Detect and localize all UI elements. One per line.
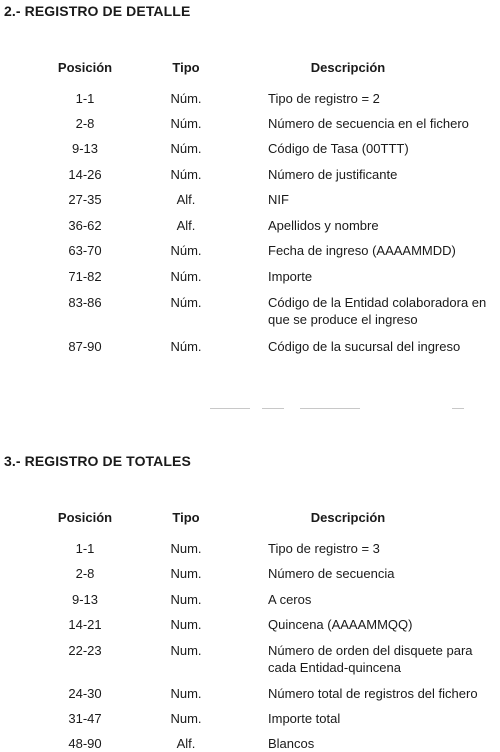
cell-descripcion: Número total de registros del fichero bbox=[268, 686, 478, 701]
cell-tipo: Núm. bbox=[170, 141, 202, 156]
cell-posicion: 87-90 bbox=[68, 339, 102, 354]
cell-tipo: Núm. bbox=[170, 269, 202, 284]
cell-tipo: Núm. bbox=[170, 339, 202, 354]
section-title-detalle: 2.- REGISTRO DE DETALLE bbox=[4, 3, 191, 19]
cell-posicion: 14-21 bbox=[68, 617, 102, 632]
scan-artifact bbox=[300, 408, 360, 409]
cell-tipo: Núm. bbox=[170, 243, 202, 258]
cell-tipo: Alf. bbox=[176, 736, 196, 751]
cell-tipo: Num. bbox=[170, 617, 202, 632]
cell-descripcion: Código de la sucursal del ingreso bbox=[268, 339, 461, 354]
cell-posicion: 63-70 bbox=[68, 243, 102, 258]
cell-descripcion: Fecha de ingreso (AAAAMMDD) bbox=[268, 243, 456, 258]
cell-descripcion: Número de orden del disquete para cada Entidad-quincena bbox=[268, 643, 473, 675]
cell-tipo: Núm. bbox=[170, 167, 202, 182]
cell-tipo: Alf. bbox=[176, 192, 196, 207]
cell-descripcion: Tipo de registro = 3 bbox=[268, 541, 380, 556]
cell-posicion: 31-47 bbox=[68, 711, 102, 726]
cell-posicion: 83-86 bbox=[68, 295, 102, 310]
header-posicion: Posición bbox=[57, 60, 113, 75]
cell-posicion: 36-62 bbox=[68, 218, 102, 233]
cell-descripcion: Blancos bbox=[268, 736, 315, 751]
cell-descripcion: Tipo de registro = 2 bbox=[268, 91, 380, 106]
cell-descripcion: Apellidos y nombre bbox=[268, 218, 379, 233]
header-tipo: Tipo bbox=[172, 60, 200, 75]
cell-posicion: 1-1 bbox=[75, 91, 95, 106]
cell-descripcion: Número de secuencia bbox=[268, 566, 395, 581]
cell-tipo: Núm. bbox=[170, 91, 202, 106]
cell-tipo: Num. bbox=[170, 541, 202, 556]
header-descripcion: Descripción bbox=[310, 510, 386, 525]
cell-posicion: 24-30 bbox=[68, 686, 102, 701]
cell-descripcion: Código de la Entidad colaboradora en que se produce el ingreso bbox=[268, 295, 487, 327]
cell-descripcion: Importe bbox=[268, 269, 313, 284]
cell-posicion: 48-90 bbox=[68, 736, 102, 751]
cell-tipo: Num. bbox=[170, 566, 202, 581]
cell-posicion: 1-1 bbox=[75, 541, 95, 556]
cell-posicion: 2-8 bbox=[75, 116, 95, 131]
cell-descripcion: A ceros bbox=[268, 592, 312, 607]
cell-descripcion: Número de justificante bbox=[268, 167, 398, 182]
cell-posicion: 9-13 bbox=[71, 141, 99, 156]
cell-posicion: 9-13 bbox=[71, 592, 99, 607]
header-descripcion: Descripción bbox=[310, 60, 386, 75]
cell-descripcion: Número de secuencia en el fichero bbox=[268, 116, 469, 131]
cell-posicion: 2-8 bbox=[75, 566, 95, 581]
cell-tipo: Núm. bbox=[170, 116, 202, 131]
cell-posicion: 14-26 bbox=[68, 167, 102, 182]
cell-posicion: 27-35 bbox=[68, 192, 102, 207]
cell-tipo: Núm. bbox=[170, 295, 202, 310]
section-title-totales: 3.- REGISTRO DE TOTALES bbox=[4, 453, 191, 469]
cell-tipo: Num. bbox=[170, 592, 202, 607]
cell-descripcion: Quincena (AAAAMMQQ) bbox=[268, 617, 413, 632]
cell-tipo: Num. bbox=[170, 686, 202, 701]
cell-tipo: Num. bbox=[170, 711, 202, 726]
scan-artifact bbox=[210, 408, 250, 409]
scan-artifact bbox=[452, 408, 464, 409]
header-tipo: Tipo bbox=[172, 510, 200, 525]
cell-descripcion: NIF bbox=[268, 192, 289, 207]
header-posicion: Posición bbox=[57, 510, 113, 525]
cell-tipo: Num. bbox=[170, 643, 202, 658]
cell-descripcion: Importe total bbox=[268, 711, 341, 726]
cell-posicion: 22-23 bbox=[68, 643, 102, 658]
cell-tipo: Alf. bbox=[176, 218, 196, 233]
cell-descripcion: Código de Tasa (00TTT) bbox=[268, 141, 409, 156]
cell-posicion: 71-82 bbox=[68, 269, 102, 284]
scan-artifact bbox=[262, 408, 284, 409]
